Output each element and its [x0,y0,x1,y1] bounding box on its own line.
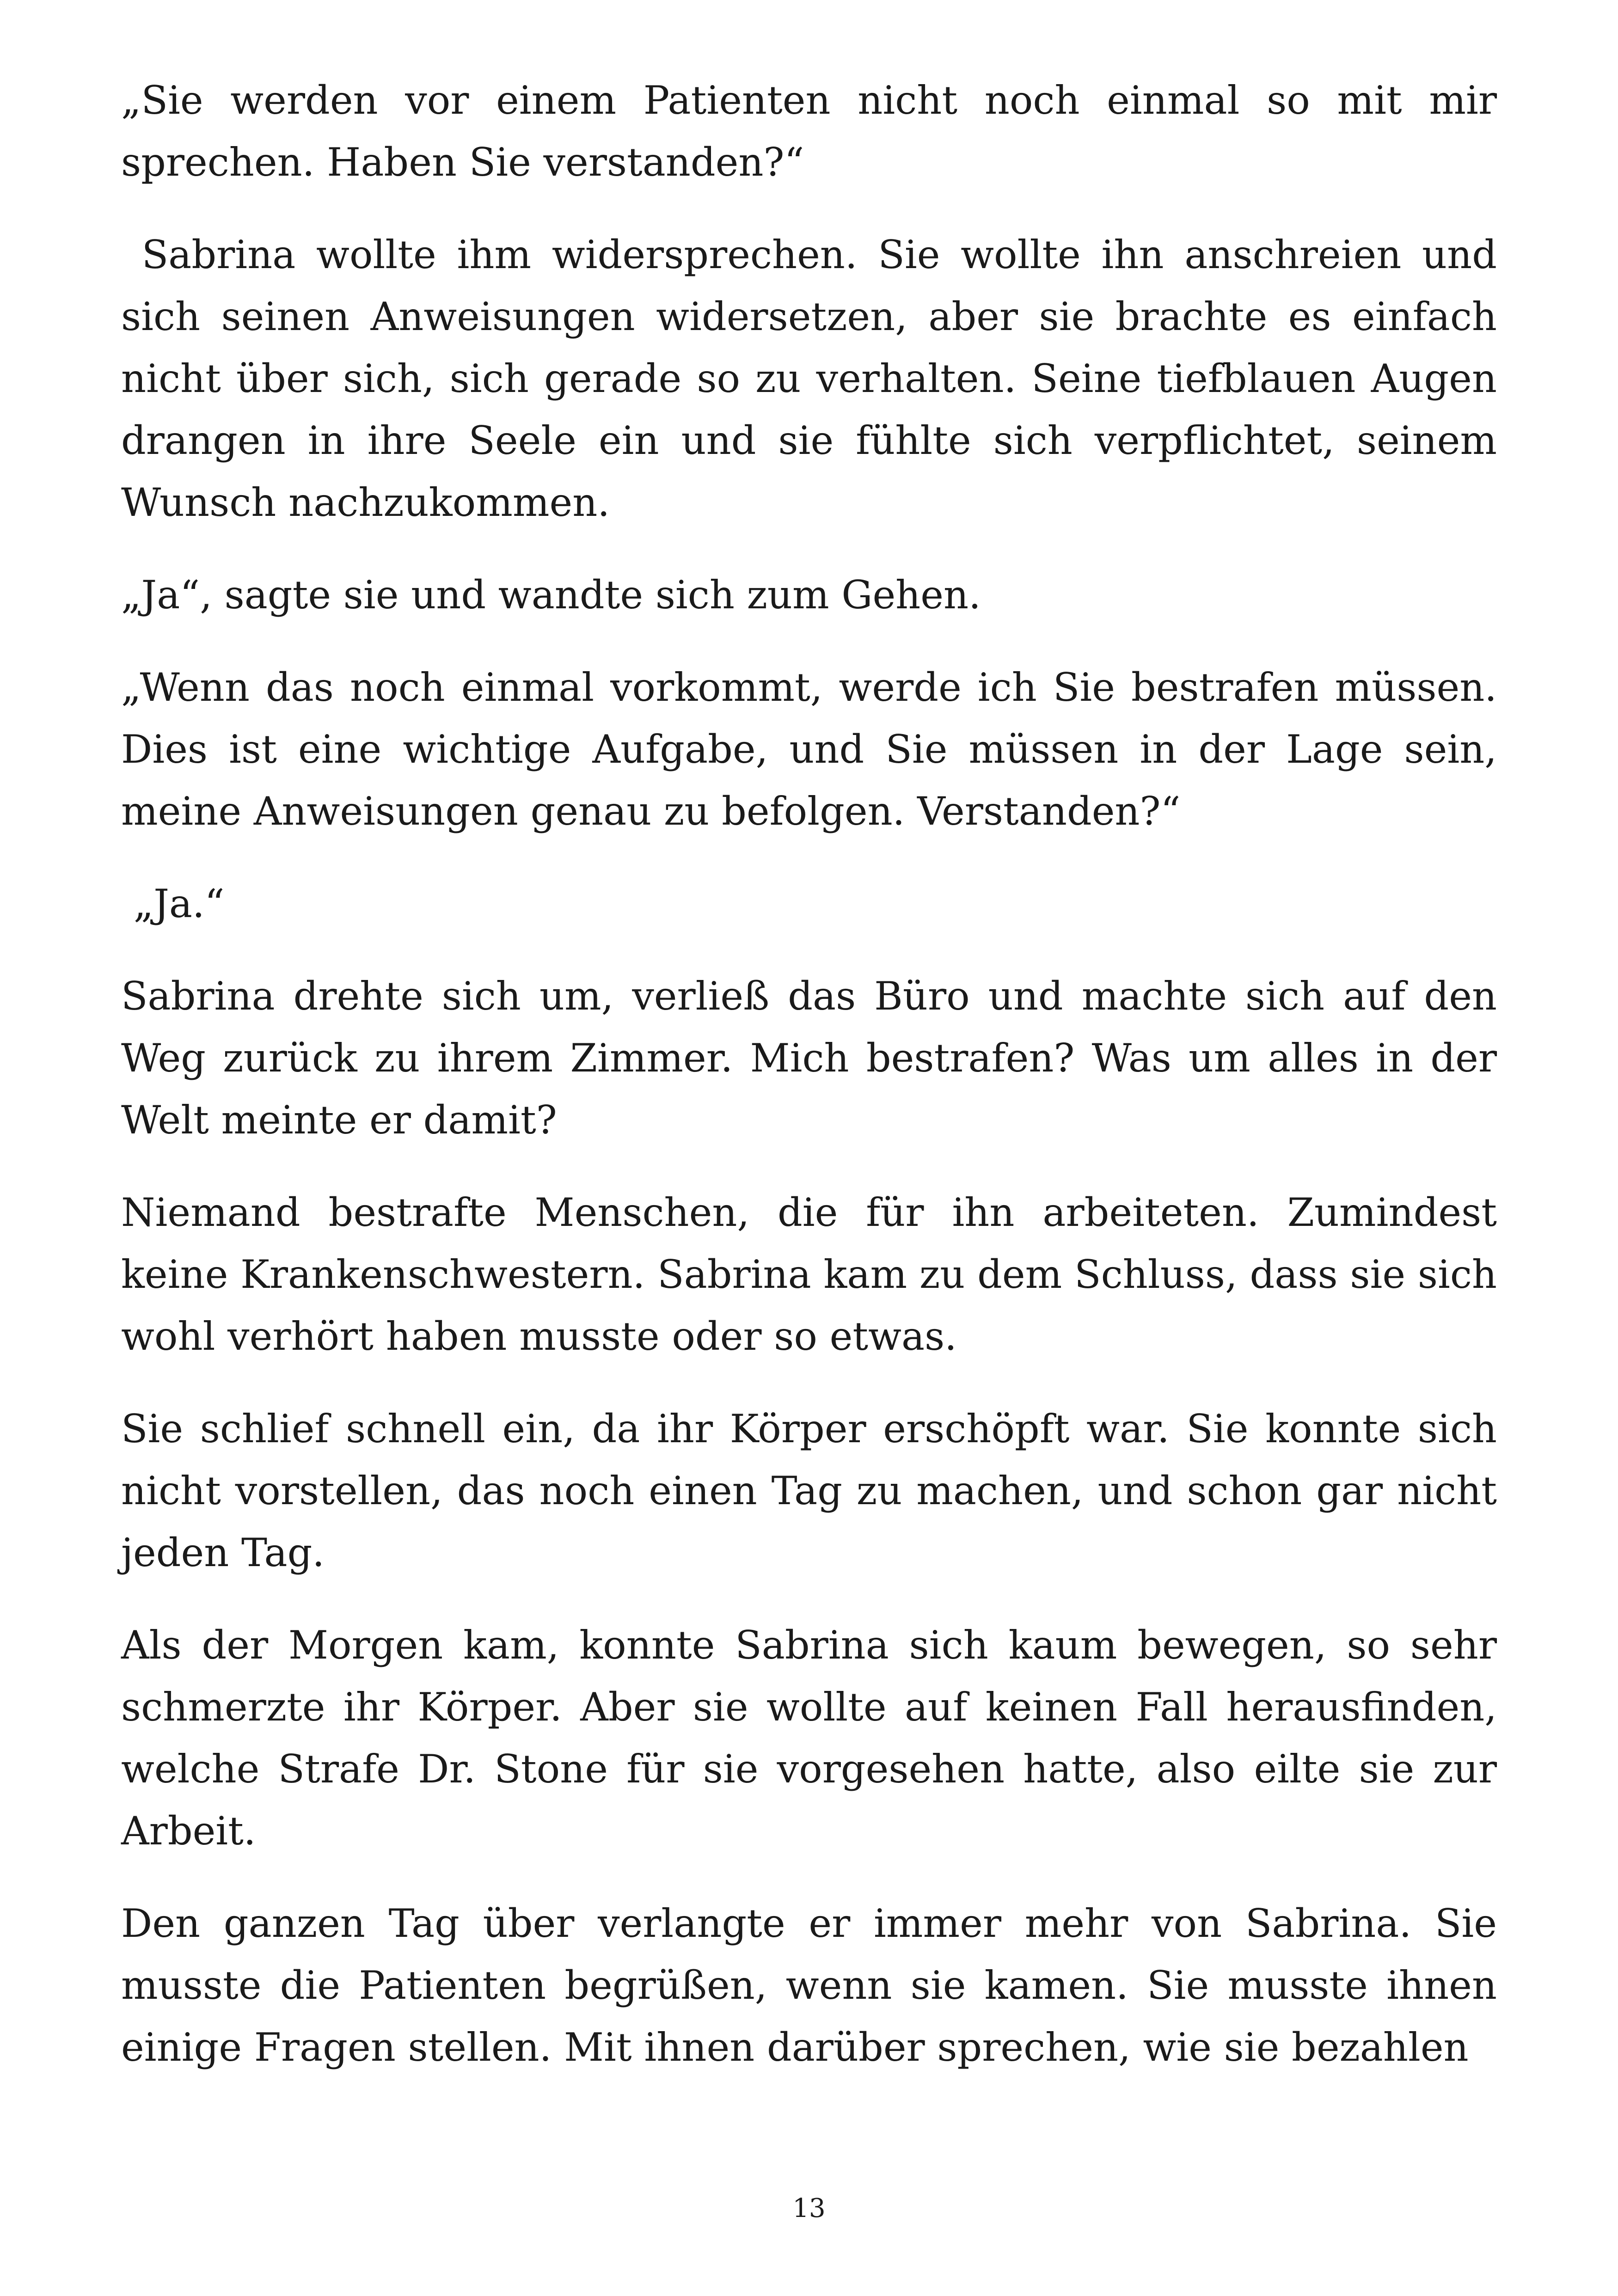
paragraph: „Wenn das noch einmal vorkommt, werde ich Sie bestrafen müssen. Dies ist eine wichtige Aufgabe, und Sie müssen in der Lage sein, meine Anweisungen genau zu befolgen. Verstanden?“ [121,665,1497,834]
paragraph: Sabrina drehte sich um, verließ das Büro und machte sich auf den Weg zurück zu ihrem Zimmer. Mich bestrafen? Was um alles in der Welt meinte er damit? [121,974,1497,1143]
paragraph: „Ja.“ [121,881,225,926]
paragraph: Den ganzen Tag über verlangte er immer mehr von Sabrina. Sie musste die Patienten begrüßen, wenn sie kamen. Sie musste ihnen einige Fragen stellen. Mit ihnen darüber sprechen, wie sie bezahlen [121,1901,1497,2070]
paragraph: „Ja“, sagte sie und wandte sich zum Gehen. [121,572,981,618]
paragraph: Niemand bestrafte Menschen, die für ihn arbeiteten. Zumindest keine Krankenschwestern. Sabrina kam zu dem Schluss, dass sie sich wohl verhört haben musste oder so etwas. [121,1190,1497,1359]
paragraph: Sie schlief schnell ein, da ihr Körper erschöpft war. Sie konnte sich nicht vorstellen, das noch einen Tag zu machen, und schon gar nicht jeden Tag. [121,1406,1497,1575]
paragraph: Als der Morgen kam, konnte Sabrina sich kaum bewegen, so sehr schmerzte ihr Körper. Aber sie wollte auf keinen Fall herausfinden, welche Strafe Dr. Stone für sie vorgesehen hatte, also eilte sie zur Arbeit. [121,1623,1497,1854]
page-number: 13 [792,2193,826,2223]
body-text [121,69,1509,2109]
paragraph: Sabrina wollte ihm widersprechen. Sie wollte ihn anschreien und sich seinen Anweisungen widersetzen, aber sie brachte es einfach nicht über sich, sich gerade so zu verhalten. Seine tiefblauen Augen drangen in ihre Seele ein und sie fühlte sich verpflichtet, seinem Wunsch nachzukommen. [121,232,1509,525]
paragraph: „Sie werden vor einem Patienten nicht noch einmal so mit mir sprechen. Haben Sie verstanden?“ [121,78,1497,185]
